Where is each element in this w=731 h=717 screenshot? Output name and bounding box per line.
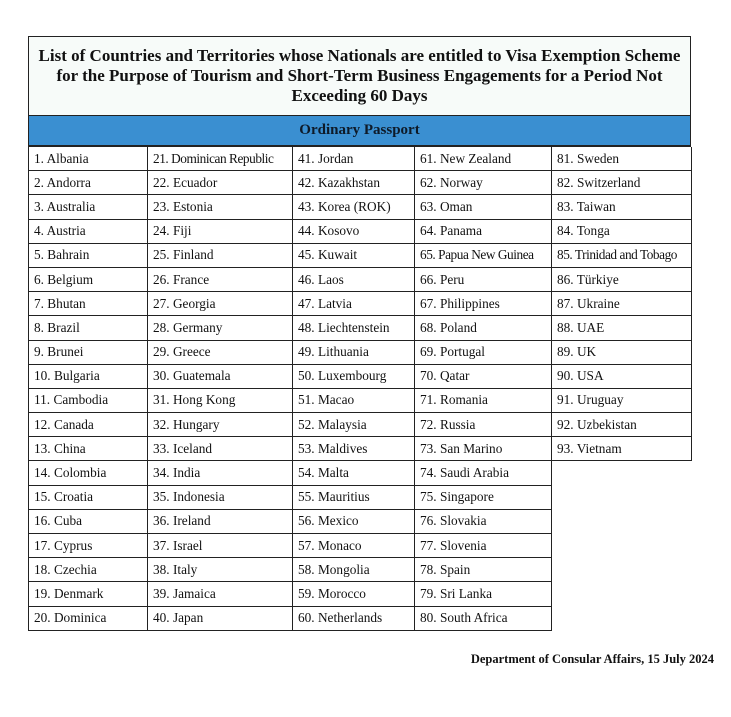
country-cell: 53. Maldives xyxy=(293,437,415,461)
country-cell: 41. Jordan xyxy=(293,147,415,171)
country-cell: 32. Hungary xyxy=(148,413,293,437)
country-cell: 29. Greece xyxy=(148,341,293,365)
country-cell: 27. Georgia xyxy=(148,292,293,316)
country-cell: 72. Russia xyxy=(415,413,552,437)
country-cell: 78. Spain xyxy=(415,558,552,582)
country-cell: 73. San Marino xyxy=(415,437,552,461)
country-cell: 7. Bhutan xyxy=(29,292,148,316)
country-cell: 16. Cuba xyxy=(29,510,148,534)
country-cell: 86. Türkiye xyxy=(552,268,692,292)
country-cell: 80. South Africa xyxy=(415,607,552,631)
country-cell: 90. USA xyxy=(552,365,692,389)
country-cell: 81. Sweden xyxy=(552,147,692,171)
country-cell: 49. Lithuania xyxy=(293,341,415,365)
country-cell: 23. Estonia xyxy=(148,195,293,219)
country-cell: 87. Ukraine xyxy=(552,292,692,316)
country-cell: 58. Mongolia xyxy=(293,558,415,582)
country-cell: 31. Hong Kong xyxy=(148,389,293,413)
country-cell: 67. Philippines xyxy=(415,292,552,316)
country-cell: 52. Malaysia xyxy=(293,413,415,437)
country-cell: 65. Papua New Guinea xyxy=(415,244,552,268)
country-cell: 88. UAE xyxy=(552,316,692,340)
country-cell: 47. Latvia xyxy=(293,292,415,316)
country-cell: 92. Uzbekistan xyxy=(552,413,692,437)
country-table xyxy=(28,146,691,631)
country-cell: 11. Cambodia xyxy=(29,389,148,413)
country-cell: 24. Fiji xyxy=(148,220,293,244)
country-cell: 34. India xyxy=(148,461,293,485)
country-cell: 46. Laos xyxy=(293,268,415,292)
country-cell: 63. Oman xyxy=(415,195,552,219)
country-cell: 20. Dominica xyxy=(29,607,148,631)
country-cell: 75. Singapore xyxy=(415,486,552,510)
country-cell: 69. Portugal xyxy=(415,341,552,365)
section-header-ordinary-passport: Ordinary Passport xyxy=(28,116,691,146)
country-cell: 61. New Zealand xyxy=(415,147,552,171)
country-cell: 57. Monaco xyxy=(293,534,415,558)
country-cell: 21. Dominican Republic xyxy=(148,147,293,171)
country-cell: 6. Belgium xyxy=(29,268,148,292)
country-cell: 77. Slovenia xyxy=(415,534,552,558)
country-cell: 18. Czechia xyxy=(29,558,148,582)
country-cell: 55. Mauritius xyxy=(293,486,415,510)
country-cell: 8. Brazil xyxy=(29,316,148,340)
country-cell: 4. Austria xyxy=(29,220,148,244)
country-cell: 59. Morocco xyxy=(293,582,415,606)
country-cell: 83. Taiwan xyxy=(552,195,692,219)
country-cell: 68. Poland xyxy=(415,316,552,340)
country-cell: 33. Iceland xyxy=(148,437,293,461)
country-cell: 85. Trinidad and Tobago xyxy=(552,244,692,268)
country-cell: 15. Croatia xyxy=(29,486,148,510)
country-cell: 40. Japan xyxy=(148,607,293,631)
country-cell: 38. Italy xyxy=(148,558,293,582)
country-cell: 84. Tonga xyxy=(552,220,692,244)
country-cell: 28. Germany xyxy=(148,316,293,340)
country-cell: 82. Switzerland xyxy=(552,171,692,195)
country-cell: 14. Colombia xyxy=(29,461,148,485)
country-cell: 56. Mexico xyxy=(293,510,415,534)
country-cell: 45. Kuwait xyxy=(293,244,415,268)
country-cell: 66. Peru xyxy=(415,268,552,292)
country-cell: 79. Sri Lanka xyxy=(415,582,552,606)
country-cell: 19. Denmark xyxy=(29,582,148,606)
country-cell: 51. Macao xyxy=(293,389,415,413)
country-cell: 60. Netherlands xyxy=(293,607,415,631)
country-cell: 1. Albania xyxy=(29,147,148,171)
country-cell: 64. Panama xyxy=(415,220,552,244)
country-cell: 35. Indonesia xyxy=(148,486,293,510)
country-cell: 22. Ecuador xyxy=(148,171,293,195)
country-cell: 91. Uruguay xyxy=(552,389,692,413)
country-cell: 13. China xyxy=(29,437,148,461)
country-cell: 25. Finland xyxy=(148,244,293,268)
country-cell: 76. Slovakia xyxy=(415,510,552,534)
country-cell: 43. Korea (ROK) xyxy=(293,195,415,219)
country-cell: 36. Ireland xyxy=(148,510,293,534)
country-cell: 12. Canada xyxy=(29,413,148,437)
country-cell: 89. UK xyxy=(552,341,692,365)
document-title: List of Countries and Territories whose Nationals are entitled to Visa Exemption Scheme for the Purpose of Tourism and Short-Term Business Engagements for a Period Not Exceeding 60 Days xyxy=(28,36,691,116)
country-cell: 70. Qatar xyxy=(415,365,552,389)
country-cell: 10. Bulgaria xyxy=(29,365,148,389)
country-cell: 17. Cyprus xyxy=(29,534,148,558)
country-cell: 39. Jamaica xyxy=(148,582,293,606)
country-cell: 42. Kazakhstan xyxy=(293,171,415,195)
country-cell: 30. Guatemala xyxy=(148,365,293,389)
country-cell: 26. France xyxy=(148,268,293,292)
country-cell: 44. Kosovo xyxy=(293,220,415,244)
country-cell: 9. Brunei xyxy=(29,341,148,365)
country-cell: 74. Saudi Arabia xyxy=(415,461,552,485)
country-cell: 50. Luxembourg xyxy=(293,365,415,389)
country-cell: 71. Romania xyxy=(415,389,552,413)
country-cell: 93. Vietnam xyxy=(552,437,692,461)
country-cell: 48. Liechtenstein xyxy=(293,316,415,340)
country-cell: 2. Andorra xyxy=(29,171,148,195)
country-cell: 37. Israel xyxy=(148,534,293,558)
country-cell: 3. Australia xyxy=(29,195,148,219)
country-cell: 54. Malta xyxy=(293,461,415,485)
country-cell: 62. Norway xyxy=(415,171,552,195)
country-cell: 5. Bahrain xyxy=(29,244,148,268)
footer-issuer-date: Department of Consular Affairs, 15 July 2024 xyxy=(470,652,714,666)
